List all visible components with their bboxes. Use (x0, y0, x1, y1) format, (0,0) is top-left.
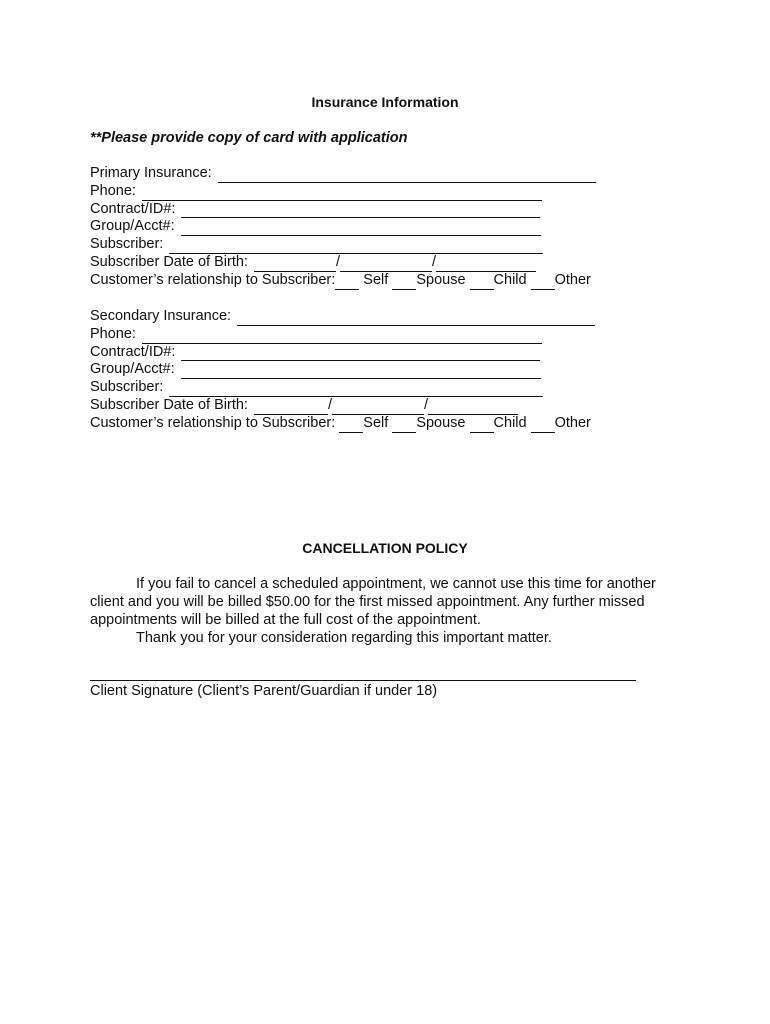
secondary-group-field[interactable] (181, 364, 541, 379)
cancellation-policy-text (90, 575, 690, 647)
primary-child-checkbox[interactable] (470, 275, 494, 290)
primary-child-label: Child (493, 271, 531, 288)
primary-dob-year-field[interactable] (436, 257, 536, 272)
primary-phone-field[interactable] (142, 186, 542, 201)
secondary-group-row (90, 361, 710, 379)
secondary-contract-row (90, 344, 710, 362)
primary-dob-month-field[interactable] (254, 257, 336, 272)
primary-dob-separator: / (432, 253, 437, 270)
primary-contract-field[interactable] (181, 203, 540, 218)
primary-contract-row (90, 201, 710, 219)
primary-self-checkbox[interactable] (335, 275, 359, 290)
secondary-self-checkbox[interactable] (339, 418, 363, 433)
primary-group-row (90, 218, 710, 236)
secondary-child-label: Child (493, 414, 531, 431)
secondary-insurance-field[interactable] (237, 311, 595, 326)
secondary-insurance-row (90, 308, 710, 326)
secondary-dob-year-field[interactable] (428, 400, 518, 415)
primary-contract-label: Contract/ID#: (90, 200, 176, 217)
primary-dob-row (90, 254, 710, 272)
secondary-subscriber-label: Subscriber: (90, 379, 164, 396)
primary-dob-day-field[interactable] (340, 257, 432, 272)
primary-other-checkbox[interactable] (531, 275, 555, 290)
primary-phone-label: Phone: (90, 182, 136, 199)
secondary-spouse-label: Spouse (416, 414, 470, 431)
primary-self-label: Self (359, 271, 393, 288)
secondary-subscriber-row (90, 379, 710, 397)
secondary-group-label: Group/Acct#: (90, 361, 175, 378)
primary-relationship-label: Customer’s relationship to Subscriber: (90, 271, 336, 288)
primary-subscriber-label: Subscriber: (90, 236, 164, 253)
primary-insurance-row (90, 165, 710, 183)
card-copy-note: **Please provide copy of card with application (90, 130, 408, 146)
primary-spouse-checkbox[interactable] (392, 275, 416, 290)
secondary-child-checkbox[interactable] (470, 418, 494, 433)
secondary-phone-row (90, 326, 710, 344)
primary-group-label: Group/Acct#: (90, 218, 175, 235)
primary-phone-row (90, 183, 710, 201)
secondary-dob-separator: / (327, 396, 332, 413)
secondary-other-label: Other (554, 414, 591, 431)
cancellation-title: CANCELLATION POLICY (302, 540, 468, 556)
primary-subscriber-row (90, 236, 710, 254)
primary-insurance-field[interactable] (218, 168, 596, 183)
secondary-dob-label: Subscriber Date of Birth: (90, 396, 248, 413)
primary-dob-label: Subscriber Date of Birth: (90, 253, 248, 270)
secondary-dob-day-field[interactable] (332, 400, 424, 415)
secondary-relationship-label: Customer’s relationship to Subscriber: (90, 414, 340, 431)
primary-spouse-label: Spouse (416, 271, 470, 288)
secondary-phone-field[interactable] (142, 329, 542, 344)
secondary-other-checkbox[interactable] (531, 418, 555, 433)
primary-insurance-label: Primary Insurance: (90, 165, 212, 181)
secondary-insurance-section (90, 308, 710, 433)
secondary-self-label: Self (363, 414, 393, 431)
signature-label: Client Signature (Client’s Parent/Guardian if under 18) (90, 683, 438, 699)
secondary-relationship-row (90, 415, 710, 433)
secondary-insurance-label: Secondary Insurance: (90, 308, 232, 324)
secondary-contract-field[interactable] (181, 346, 540, 361)
secondary-dob-month-field[interactable] (254, 400, 328, 415)
primary-subscriber-field[interactable] (169, 239, 543, 254)
secondary-dob-separator: / (424, 396, 429, 413)
signature-line[interactable] (90, 680, 636, 681)
primary-insurance-section (90, 165, 710, 290)
primary-other-label: Other (554, 271, 591, 288)
primary-dob-separator: / (335, 253, 340, 270)
policy-thanks: Thank you for your consideration regarding this important matter. (136, 630, 552, 646)
policy-paragraph: If you fail to cancel a scheduled appointment, we cannot use this time for another client and you will be billed $50.00 for the first missed appointment. Any further missed appointments will be billed at the full cost of the appointment. (90, 576, 656, 628)
secondary-subscriber-field[interactable] (169, 382, 543, 397)
primary-relationship-row (90, 272, 710, 290)
secondary-dob-row (90, 397, 710, 415)
secondary-spouse-checkbox[interactable] (392, 418, 416, 433)
secondary-contract-label: Contract/ID#: (90, 343, 176, 360)
insurance-title: Insurance Information (311, 94, 459, 110)
primary-group-field[interactable] (181, 221, 541, 236)
secondary-phone-label: Phone: (90, 325, 136, 342)
